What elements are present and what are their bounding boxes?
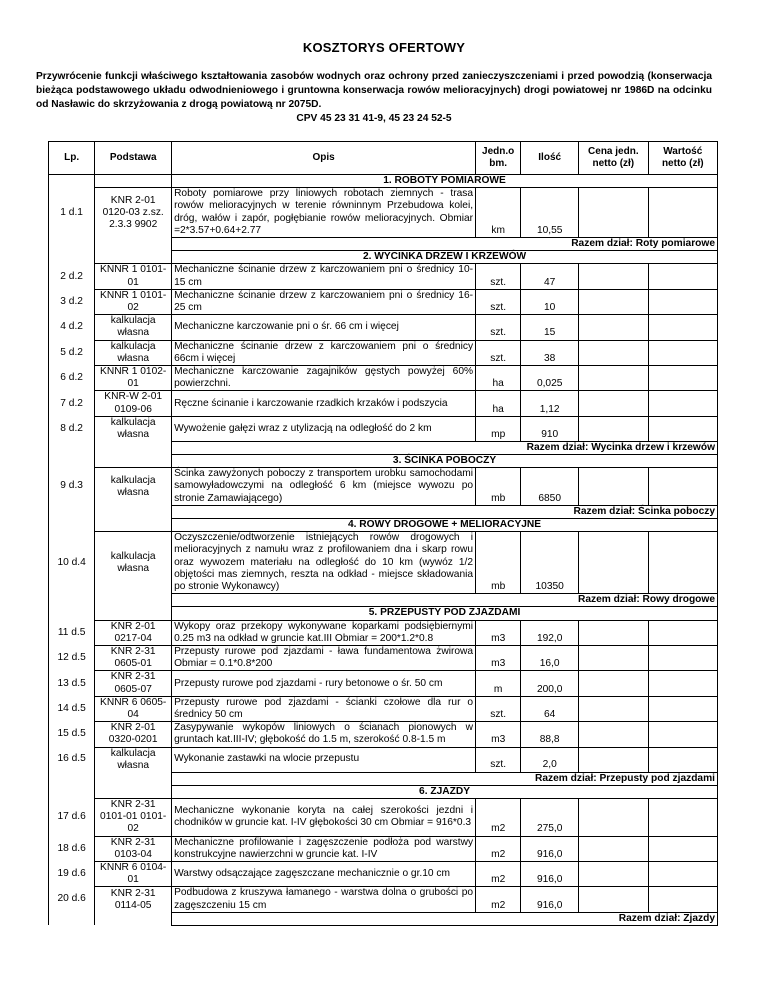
row-ilosc: 910 <box>521 416 579 441</box>
row-lp: 3 d.2 <box>49 289 95 314</box>
row-ilosc: 916,0 <box>521 861 579 886</box>
table-row <box>49 836 718 861</box>
row-jm: mb <box>476 468 521 506</box>
table-body <box>49 175 718 926</box>
section-spacer <box>95 518 172 531</box>
section-spacer <box>49 785 95 798</box>
row-opis: Ścinka zawyżonych poboczy z transportem urobku samochodami samowyładowczymi na odległość 6 km (miejsce wywozu po stronie Zamawiającego) <box>172 468 476 506</box>
row-wartosc <box>648 722 717 747</box>
row-ilosc: 10,55 <box>521 188 579 238</box>
table-row <box>49 264 718 289</box>
row-jm: m2 <box>476 887 521 912</box>
summary-spacer <box>95 238 172 251</box>
row-jm: szt. <box>476 747 521 772</box>
row-wartosc <box>648 620 717 645</box>
row-podstawa: KNR 2-31 0101-01 0101-02 <box>95 798 172 836</box>
table-row <box>49 696 718 721</box>
summary-spacer <box>49 505 95 518</box>
row-cena <box>579 416 648 441</box>
row-podstawa: kalkulacja własna <box>95 416 172 441</box>
section-spacer <box>95 607 172 620</box>
row-cena <box>579 747 648 772</box>
row-jm: m2 <box>476 798 521 836</box>
row-podstawa: KNR-W 2-01 0109-06 <box>95 391 172 416</box>
row-cena <box>579 289 648 314</box>
row-wartosc <box>648 861 717 886</box>
row-opis: Podbudowa z kruszywa łamanego - warstwa dolna o grubości po zagęszczeniu 15 cm <box>172 887 476 912</box>
summary-spacer <box>95 505 172 518</box>
header-podstawa: Podstawa <box>95 142 172 175</box>
row-podstawa: KNR 2-01 0217-04 <box>95 620 172 645</box>
row-wartosc <box>648 671 717 696</box>
row-jm: m2 <box>476 861 521 886</box>
row-wartosc <box>648 798 717 836</box>
row-lp: 15 d.5 <box>49 722 95 747</box>
row-ilosc: 1,12 <box>521 391 579 416</box>
section-spacer <box>95 454 172 467</box>
row-opis: Mechaniczne ścinanie drzew z karczowaniem pni o średnicy 16-25 cm <box>172 289 476 314</box>
row-lp: 4 d.2 <box>49 315 95 340</box>
table-row <box>49 468 718 506</box>
table-row <box>49 747 718 772</box>
row-wartosc <box>648 836 717 861</box>
row-jm: szt. <box>476 315 521 340</box>
row-lp: 2 d.2 <box>49 264 95 289</box>
header-wartosc: Wartość netto (zł) <box>648 142 717 175</box>
summary-spacer <box>95 594 172 607</box>
row-cena <box>579 861 648 886</box>
summary-spacer <box>49 912 95 925</box>
row-ilosc: 0,025 <box>521 366 579 391</box>
header-jm: Jedn.o bm. <box>476 142 521 175</box>
section-title-row <box>49 607 718 620</box>
row-lp: 9 d.3 <box>49 468 95 506</box>
section-summary: Razem dział: Przepusty pod zjazdami <box>172 772 718 785</box>
row-wartosc <box>648 646 717 671</box>
row-ilosc: 64 <box>521 696 579 721</box>
intro-description: Przywrócenie funkcji właściwego kształtowania zasobów wodnych oraz ochrony przed zanieczyszczeniami i przed powodzią (konserwacja bieżąca podstawowego układu odwodnieniowego i gruntowna konserwacja rowów melioracyjnych) drogi powiatowej nr 1986D na odcinku od Nasławic do skrzyżowania z drogą powiatową nr 2075D. <box>36 71 712 110</box>
row-lp: 20 d.6 <box>49 887 95 912</box>
table-row <box>49 315 718 340</box>
row-cena <box>579 620 648 645</box>
row-wartosc <box>648 532 717 594</box>
row-ilosc: 192,0 <box>521 620 579 645</box>
row-cena <box>579 391 648 416</box>
cost-estimate-table <box>48 141 718 926</box>
row-ilosc: 15 <box>521 315 579 340</box>
summary-spacer <box>49 238 95 251</box>
row-wartosc <box>648 340 717 365</box>
row-ilosc: 88,8 <box>521 722 579 747</box>
row-lp: 11 d.5 <box>49 620 95 645</box>
summary-spacer <box>95 441 172 454</box>
section-spacer <box>95 251 172 264</box>
row-jm: m3 <box>476 722 521 747</box>
row-opis: Oczyszczenie/odtworzenie istniejących rowów drogowych i melioracyjnych z namułu wraz z profilowaniem dna i skarp rowu oraz wywozem materiału na odległość do 10 km (wywóz 1/2 objętości mas ziemnych, reszta na odkład - miejsce składowania po stronie Wykonawcy) <box>172 532 476 594</box>
row-podstawa: KNR 2-31 0103-04 <box>95 836 172 861</box>
header-opis: Opis <box>172 142 476 175</box>
row-lp: 10 d.4 <box>49 532 95 594</box>
row-lp: 12 d.5 <box>49 646 95 671</box>
section-spacer <box>49 175 95 188</box>
row-wartosc <box>648 391 717 416</box>
row-podstawa: KNR 2-01 0320-0201 <box>95 722 172 747</box>
header-ilosc: Ilość <box>521 142 579 175</box>
section-summary-row <box>49 441 718 454</box>
row-cena <box>579 264 648 289</box>
section-summary: Razem dział: Rowy drogowe <box>172 594 718 607</box>
row-opis: Mechaniczne karczowanie pni o śr. 66 cm i więcej <box>172 315 476 340</box>
section-title-row <box>49 785 718 798</box>
summary-spacer <box>95 772 172 785</box>
row-opis: Wykopy oraz przekopy wykonywane koparkami podsiębiernymi 0.25 m3 na odkład w gruncie kat.III Obmiar = 200*1.2*0.8 <box>172 620 476 645</box>
document-title: KOSZTORYS OFERTOWY <box>302 40 466 55</box>
row-ilosc: 200,0 <box>521 671 579 696</box>
row-ilosc: 2,0 <box>521 747 579 772</box>
row-ilosc: 275,0 <box>521 798 579 836</box>
row-lp: 8 d.2 <box>49 416 95 441</box>
section-spacer <box>49 251 95 264</box>
row-podstawa: KNR 2-31 0605-07 <box>95 671 172 696</box>
table-row <box>49 391 718 416</box>
row-wartosc <box>648 188 717 238</box>
section-title: 6. ZJAZDY <box>172 785 718 798</box>
summary-spacer <box>49 772 95 785</box>
row-ilosc: 10 <box>521 289 579 314</box>
row-jm: szt. <box>476 264 521 289</box>
table-row <box>49 798 718 836</box>
row-jm: km <box>476 188 521 238</box>
row-jm: m3 <box>476 646 521 671</box>
row-cena <box>579 887 648 912</box>
row-ilosc: 916,0 <box>521 836 579 861</box>
row-wartosc <box>648 366 717 391</box>
row-ilosc: 38 <box>521 340 579 365</box>
row-podstawa: KNR 2-31 0114-05 <box>95 887 172 912</box>
section-summary: Razem dział: Wycinka drzew i krzewów <box>172 441 718 454</box>
row-podstawa: KNNR 1 0101-02 <box>95 289 172 314</box>
row-opis: Przepusty rurowe pod zjazdami - rury betonowe o śr. 50 cm <box>172 671 476 696</box>
row-jm: szt. <box>476 289 521 314</box>
row-opis: Mechaniczne wykonanie koryta na całej szerokości jezdni i chodników w gruncie kat. I-IV głębokości 30 cm Obmiar = 916*0.3 <box>172 798 476 836</box>
row-lp: 5 d.2 <box>49 340 95 365</box>
cpv-codes: CPV 45 23 31 41-9, 45 23 24 52-5 <box>296 113 452 124</box>
row-wartosc <box>648 468 717 506</box>
section-title: 5. PRZEPUSTY POD ZJAZDAMI <box>172 607 718 620</box>
row-cena <box>579 722 648 747</box>
row-jm: szt. <box>476 340 521 365</box>
section-title: 1. ROBOTY POMIAROWE <box>172 175 718 188</box>
table-row <box>49 416 718 441</box>
row-podstawa: kalkulacja własna <box>95 340 172 365</box>
row-podstawa: KNR 2-01 0120-03 z.sz. 2.3.3 9902 <box>95 188 172 238</box>
section-spacer <box>95 785 172 798</box>
row-podstawa: KNNR 6 0104-01 <box>95 861 172 886</box>
row-opis: Mechaniczne ścinanie drzew z karczowaniem pni o średnicy 10-15 cm <box>172 264 476 289</box>
section-summary: Razem dział: Zjazdy <box>172 912 718 925</box>
row-cena <box>579 340 648 365</box>
row-podstawa: KNNR 6 0605-04 <box>95 696 172 721</box>
row-opis: Ręczne ścinanie i karczowanie rzadkich krzaków i podszycia <box>172 391 476 416</box>
row-cena <box>579 188 648 238</box>
row-podstawa: KNR 2-31 0605-01 <box>95 646 172 671</box>
summary-spacer <box>49 594 95 607</box>
summary-spacer <box>49 441 95 454</box>
section-summary-row <box>49 238 718 251</box>
row-ilosc: 10350 <box>521 532 579 594</box>
row-ilosc: 47 <box>521 264 579 289</box>
row-ilosc: 916,0 <box>521 887 579 912</box>
table-row <box>49 366 718 391</box>
row-jm: mp <box>476 416 521 441</box>
intro-text <box>36 70 712 126</box>
row-opis: Przepusty rurowe pod zjazdami - ława fundamentowa żwirowa Obmiar = 0.1*0.8*200 <box>172 646 476 671</box>
row-wartosc <box>648 747 717 772</box>
section-summary-row <box>49 772 718 785</box>
row-opis: Mechaniczne ścinanie drzew z karczowaniem pni o średnicy 66cm i więcej <box>172 340 476 365</box>
section-title-row <box>49 454 718 467</box>
section-spacer <box>49 454 95 467</box>
header-cena: Cena jedn. netto (zł) <box>579 142 648 175</box>
row-cena <box>579 798 648 836</box>
row-podstawa: kalkulacja własna <box>95 315 172 340</box>
section-spacer <box>95 175 172 188</box>
row-lp: 19 d.6 <box>49 861 95 886</box>
row-ilosc: 6850 <box>521 468 579 506</box>
row-wartosc <box>648 696 717 721</box>
table-header-row <box>49 142 718 175</box>
row-cena <box>579 532 648 594</box>
row-cena <box>579 315 648 340</box>
row-opis: Mechaniczne profilowanie i zagęszczenie podłoża pod warstwy konstrukcyjne nawierzchni w gruncie kat. I-IV <box>172 836 476 861</box>
row-wartosc <box>648 289 717 314</box>
row-jm: ha <box>476 366 521 391</box>
section-summary: Razem dział: Roty pomiarowe <box>172 238 718 251</box>
section-summary-row <box>49 912 718 925</box>
row-opis: Warstwy odsączające zagęszczane mechanicznie o gr.10 cm <box>172 861 476 886</box>
row-opis: Przepusty rurowe pod zjazdami - ścianki czołowe dla rur o średnicy 50 cm <box>172 696 476 721</box>
row-lp: 16 d.5 <box>49 747 95 772</box>
table-row <box>49 340 718 365</box>
row-lp: 18 d.6 <box>49 836 95 861</box>
row-cena <box>579 646 648 671</box>
row-wartosc <box>648 887 717 912</box>
row-opis: Zasypywanie wykopów liniowych o ścianach pionowych w gruntach kat.III-IV; głębokość do 1.5 m, szerokość 0.8-1.5 m <box>172 722 476 747</box>
table-row <box>49 861 718 886</box>
section-title: 3. ŚCINKA POBOCZY <box>172 454 718 467</box>
row-lp: 14 d.5 <box>49 696 95 721</box>
row-opis: Wywożenie gałęzi wraz z utylizacją na odległość do 2 km <box>172 416 476 441</box>
row-jm: m2 <box>476 836 521 861</box>
row-wartosc <box>648 416 717 441</box>
row-cena <box>579 671 648 696</box>
table-row <box>49 620 718 645</box>
table-row <box>49 646 718 671</box>
row-cena <box>579 696 648 721</box>
row-cena <box>579 468 648 506</box>
row-podstawa: kalkulacja własna <box>95 747 172 772</box>
table-row <box>49 532 718 594</box>
row-lp: 6 d.2 <box>49 366 95 391</box>
table-row <box>49 188 718 238</box>
row-podstawa: KNNR 1 0102-01 <box>95 366 172 391</box>
row-ilosc: 16,0 <box>521 646 579 671</box>
section-title: 2. WYCINKA DRZEW I KRZEWÓW <box>172 251 718 264</box>
row-lp: 1 d.1 <box>49 188 95 238</box>
section-summary-row <box>49 594 718 607</box>
row-lp: 7 d.2 <box>49 391 95 416</box>
row-lp: 17 d.6 <box>49 798 95 836</box>
table-row <box>49 671 718 696</box>
section-spacer <box>49 518 95 531</box>
row-podstawa: kalkulacja własna <box>95 532 172 594</box>
row-jm: mb <box>476 532 521 594</box>
row-jm: ha <box>476 391 521 416</box>
row-cena <box>579 366 648 391</box>
section-summary-row <box>49 505 718 518</box>
row-lp: 13 d.5 <box>49 671 95 696</box>
row-jm: szt. <box>476 696 521 721</box>
section-title-row <box>49 518 718 531</box>
table-row <box>49 722 718 747</box>
row-opis: Wykonanie zastawki na wlocie przepustu <box>172 747 476 772</box>
section-spacer <box>49 607 95 620</box>
row-opis: Roboty pomiarowe przy liniowych robotach ziemnych - trasa rowów melioracyjnych w terenie równinnym Przebudowa kolei, dróg, wałów i zapór, pogłębianie rowów melioracyjnych. Obmiar =2*3.57+0.64+2.77 <box>172 188 476 238</box>
section-title: 4. ROWY DROGOWE + MELIORACYJNE <box>172 518 718 531</box>
row-wartosc <box>648 264 717 289</box>
section-title-row <box>49 175 718 188</box>
row-podstawa: KNNR 1 0101-01 <box>95 264 172 289</box>
summary-spacer <box>95 912 172 925</box>
row-podstawa: kalkulacja własna <box>95 468 172 506</box>
table-row <box>49 887 718 912</box>
section-title-row <box>49 251 718 264</box>
table-row <box>49 289 718 314</box>
row-opis: Mechaniczne karczowanie zagajników gęstych powyżej 60% powierzchni. <box>172 366 476 391</box>
row-jm: m <box>476 671 521 696</box>
row-jm: m3 <box>476 620 521 645</box>
row-wartosc <box>648 315 717 340</box>
row-cena <box>579 836 648 861</box>
section-summary: Razem dział: Ścinka poboczy <box>172 505 718 518</box>
header-lp: Lp. <box>49 142 95 175</box>
